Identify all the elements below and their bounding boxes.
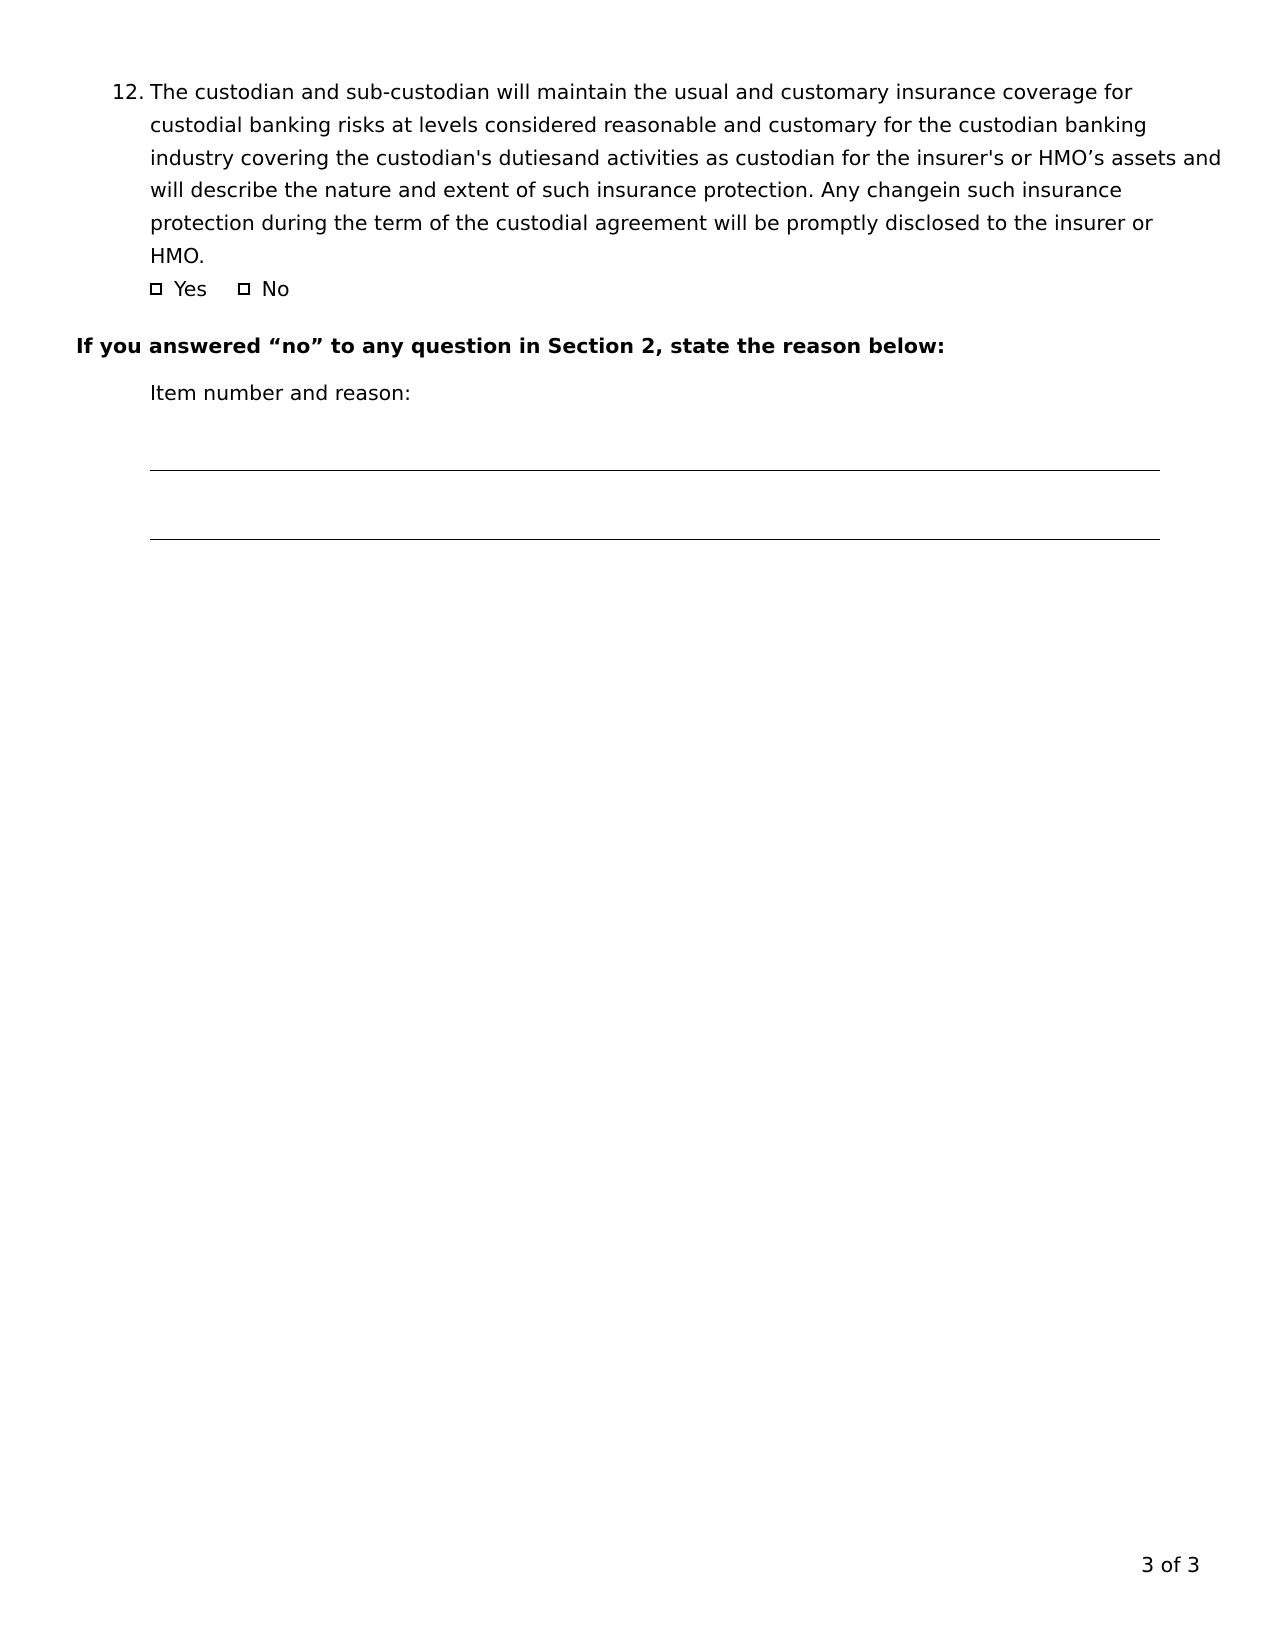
question-text [150,76,1222,273]
question-text-line: industry covering the custodian's dutiesand activities as custodian for the insurer's or HMO’s assets and [150,145,1222,170]
question-text-line: HMO. [150,243,205,268]
yes-checkbox[interactable] [150,283,162,295]
yes-option[interactable] [150,273,207,305]
no-label: No [261,277,290,301]
reason-entry-line[interactable] [150,539,1160,540]
reason-label: Item number and reason: [150,381,412,405]
reason-entry-line[interactable] [150,470,1160,471]
question-text-line: custodial banking risks at levels considered reasonable and customary for the custodian banking [150,112,1147,137]
no-option[interactable] [238,273,290,305]
question-number: 12. [112,80,145,104]
no-checkbox[interactable] [238,283,250,295]
section-2-note-heading: If you answered “no” to any question in Section 2, state the reason below: [76,334,946,358]
question-text-line: protection during the term of the custodial agreement will be promptly disclosed to the insurer or [150,211,1153,236]
yes-label: Yes [174,277,208,301]
question-text-line: will describe the nature and extent of such insurance protection. Any changein such insurance [150,178,1122,203]
page-number: 3 of 3 [1141,1553,1200,1577]
question-text-line: The custodian and sub-custodian will maintain the usual and customary insurance coverage for [150,80,1133,104]
answer-options [150,273,314,305]
